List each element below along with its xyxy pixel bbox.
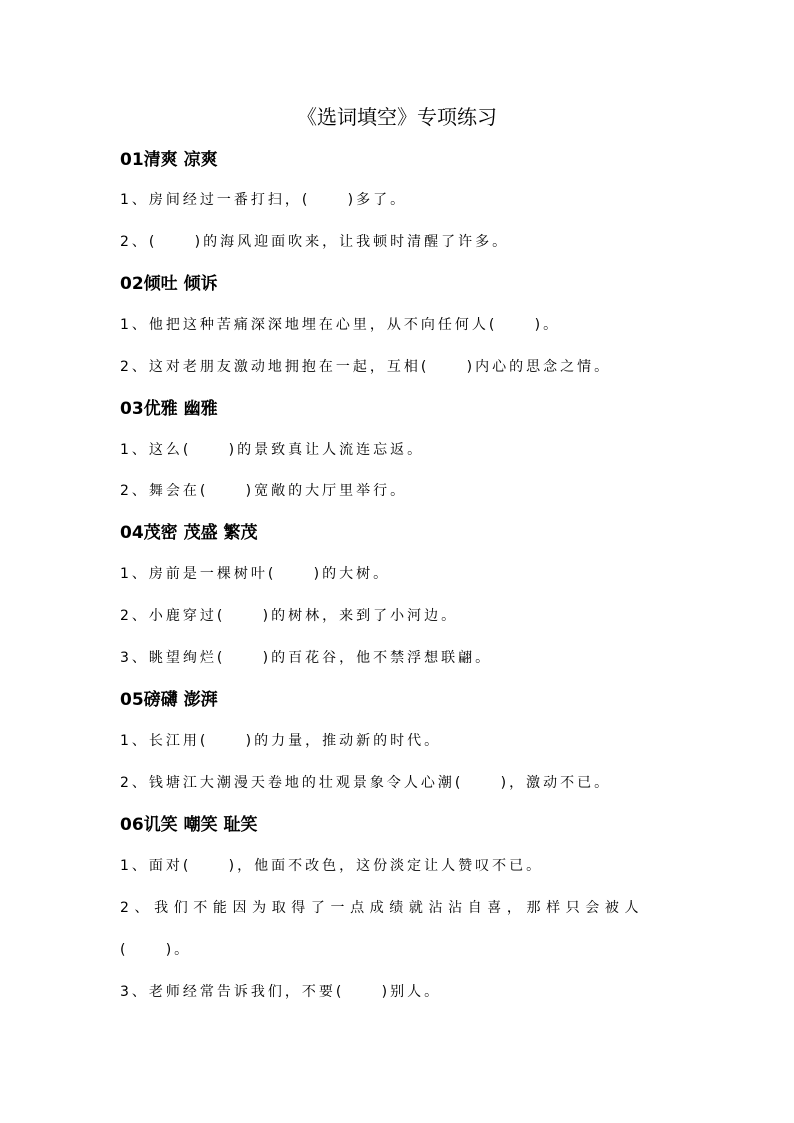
section-heading-03: 03优雅 幽雅 [120, 399, 218, 419]
question-03-1: 1、这么( )的景致真让人流连忘返。 [120, 442, 425, 458]
question-06-2: 2、我们不能因为取得了一点成绩就沾沾自喜，那样只会被人 [120, 900, 645, 916]
question-05-1: 1、长江用( )的力量，推动新的时代。 [120, 733, 442, 749]
question-03-2: 2、舞会在( )宽敞的大厅里举行。 [120, 483, 408, 499]
question-06-2-continued: ( )。 [120, 942, 192, 958]
question-06-1: 1、面对( )，他面不改色，这份淡定让人赞叹不已。 [120, 858, 544, 874]
question-02-1: 1、他把这种苦痛深深地埋在心里，从不向任何人( )。 [120, 317, 561, 333]
question-04-3: 3、眺望绚烂( )的百花谷，他不禁浮想联翩。 [120, 650, 493, 666]
section-heading-05: 05磅礴 澎湃 [120, 690, 218, 710]
question-02-2: 2、这对老朋友激动地拥抱在一起，互相( )内心的思念之情。 [120, 359, 612, 375]
section-heading-02: 02倾吐 倾诉 [120, 274, 218, 294]
section-heading-04: 04茂密 茂盛 繁茂 [120, 523, 258, 543]
question-01-2: 2、( )的海风迎面吹来，让我顿时清醒了许多。 [120, 234, 510, 250]
question-01-1: 1、房间经过一番打扫，( )多了。 [120, 192, 408, 208]
question-04-1: 1、房前是一棵树叶( )的大树。 [120, 566, 391, 582]
question-05-2: 2、钱塘江大潮漫天卷地的壮观景象令人心潮( )，激动不已。 [120, 775, 612, 791]
question-04-2: 2、小鹿穿过( )的树林，来到了小河边。 [120, 608, 459, 624]
page-title: 《选词填空》专项练习 [297, 105, 497, 129]
section-heading-06: 06讥笑 嘲笑 耻笑 [120, 815, 258, 835]
question-06-3: 3、老师经常告诉我们，不要( )别人。 [120, 984, 442, 1000]
section-heading-01: 01清爽 凉爽 [120, 150, 218, 170]
